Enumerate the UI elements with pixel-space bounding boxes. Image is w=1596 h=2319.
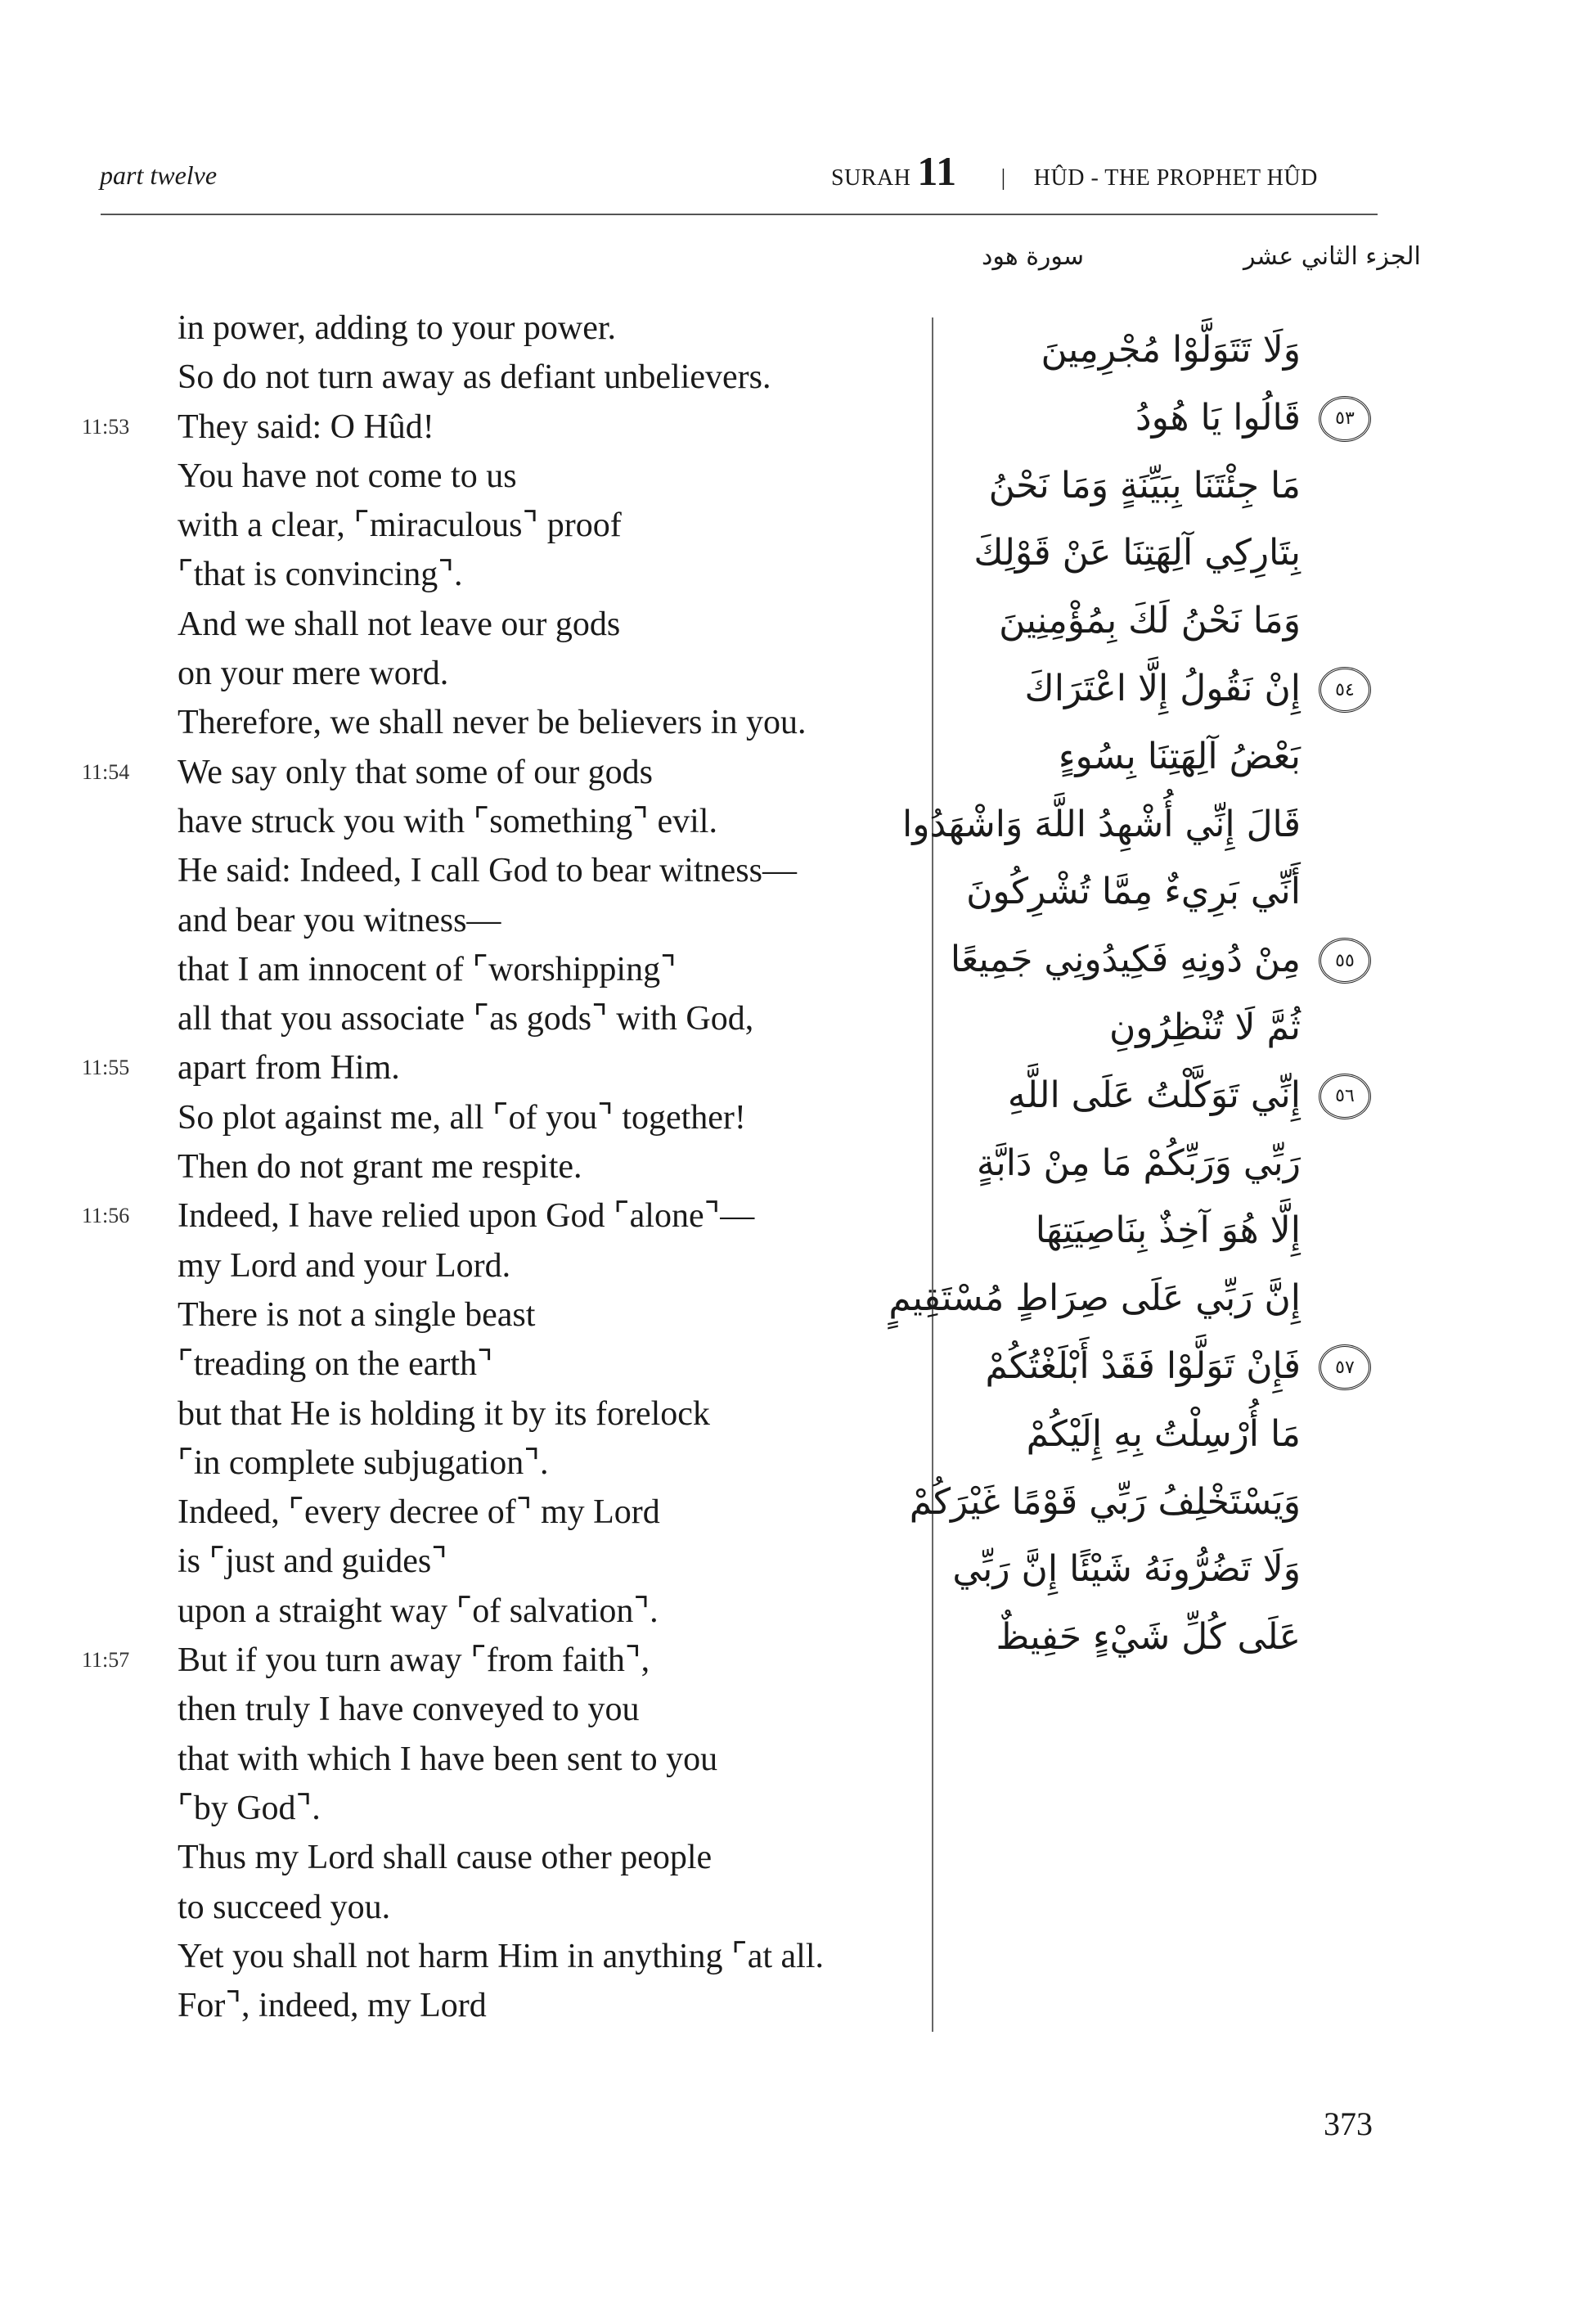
translation-text: But if you turn away ⌜from faith⌝, [178, 1641, 650, 1680]
translation-text: in power, adding to your power. [178, 309, 617, 347]
arabic-line: إِلَّا هُوَ آخِذٌ بِنَاصِيَتِهَا [1035, 1209, 1301, 1252]
translation-text: but that He is holding it by its forelock [178, 1394, 710, 1433]
verse-marker-medallion: ٥٤ [1319, 667, 1371, 713]
translation-text: and bear you witness— [178, 901, 501, 939]
translation-text: with a clear, ⌜miraculous⌝ proof [178, 507, 622, 545]
arabic-line: وَيَسْتَخْلِفُ رَبِّي قَوْمًا غَيْرَكُمْ [909, 1480, 1301, 1523]
arabic-line: وَمَا نَحْنُ لَكَ بِمُؤْمِنِينَ [999, 600, 1301, 642]
header-rule [101, 214, 1378, 215]
arabic-line: بَعْضُ آلِهَتِنَا بِسُوءٍ [1058, 735, 1301, 777]
translation-text: to succeed you. [178, 1888, 391, 1926]
arabic-line: عَلَى كُلِّ شَيْءٍ حَفِيظٌ [996, 1616, 1301, 1659]
arabic-juz-heading: الجزء الثاني عشر [1243, 242, 1421, 271]
translation-text: They said: O Hûd! [178, 408, 434, 446]
verse-marker-medallion: ٥٦ [1319, 1074, 1371, 1119]
translation-text: upon a straight way ⌜of salvation⌝. [178, 1592, 659, 1630]
verse-number: 11:57 [82, 1648, 130, 1673]
arabic-line: رَبِّي وَرَبِّكُمْ مَا مِنْ دَابَّةٍ [976, 1141, 1301, 1184]
arabic-line: أَنِّي بَرِيءٌ مِمَّا تُشْرِكُونَ [966, 871, 1301, 913]
verse-marker-medallion: ٥٣ [1319, 396, 1371, 442]
arabic-line: قَالَ إِنِّي أُشْهِدُ اللَّهَ وَاشْهَدُوا [902, 803, 1301, 845]
arabic-line: وَلَا تَضُرُّونَهُ شَيْئًا إِنَّ رَبِّي [952, 1548, 1301, 1591]
translation-text: my Lord and your Lord. [178, 1246, 511, 1285]
arabic-line: إِنَّ رَبِّي عَلَى صِرَاطٍ مُسْتَقِيمٍ [888, 1277, 1301, 1320]
translation-text: that with which I have been sent to you [178, 1740, 718, 1778]
arabic-line: قَالُوا يَا هُودُ [1135, 396, 1301, 439]
verse-number: 11:53 [82, 414, 130, 439]
translation-text: Yet you shall not harm Him in anything ⌜at all. [178, 1937, 825, 1975]
translation-text: Indeed, ⌜every decree of⌝ my Lord [178, 1493, 660, 1532]
arabic-line: مَا أُرْسِلْتُ بِهِ إِلَيْكُمْ [1026, 1412, 1301, 1455]
translation-text: then truly I have conveyed to you [178, 1691, 640, 1729]
verse-number: 11:56 [82, 1204, 130, 1228]
translation-text: apart from Him. [178, 1049, 400, 1087]
translation-text: Thus my Lord shall cause other people [178, 1839, 713, 1877]
column-divider [932, 317, 933, 2032]
arabic-line: إِنْ نَقُولُ إِلَّا اعْتَرَاكَ [1024, 667, 1301, 709]
translation-text: He said: Indeed, I call God to bear witness— [178, 852, 797, 890]
arabic-line: مِنْ دُونِهِ فَكِيدُونِي جَمِيعًا [950, 939, 1301, 981]
surah-label: SURAH [831, 165, 911, 191]
surah-title: HÛD - THE PROPHET HÛD [1033, 165, 1318, 191]
translation-text: So plot against me, all ⌜of you⌝ together! [178, 1098, 746, 1137]
translation-text: So do not turn away as defiant unbelievers. [178, 358, 771, 397]
translation-text: ⌜that is convincing⌝. [178, 556, 463, 594]
arabic-line: بِتَارِكِي آلِهَتِنَا عَنْ قَوْلِكَ [973, 532, 1301, 574]
arabic-surah-heading: سورة هود [982, 242, 1085, 271]
translation-text: There is not a single beast [178, 1295, 536, 1334]
arabic-text-column [888, 317, 1301, 1672]
translation-text: For⌝, indeed, my Lord [178, 1987, 487, 2025]
arabic-line: فَإِنْ تَوَلَّوْا فَقَدْ أَبْلَغْتُكُمْ [985, 1344, 1301, 1387]
arabic-line: مَا جِئْتَنَا بِبَيِّنَةٍ وَمَا نَحْنُ [988, 464, 1301, 507]
translation-text: ⌜by God⌝. [178, 1789, 321, 1827]
arabic-line: إِنِّي تَوَكَّلْتُ عَلَى اللَّهِ [1007, 1074, 1301, 1116]
translation-text: Indeed, I have relied upon God ⌜alone⌝— [178, 1197, 755, 1236]
arabic-line: وَلَا تَتَوَلَّوْا مُجْرِمِينَ [1041, 329, 1301, 371]
translation-text: ⌜treading on the earth⌝ [178, 1345, 493, 1384]
verse-marker-medallion: ٥٧ [1319, 1344, 1371, 1390]
verse-marker-medallion: ٥٥ [1319, 938, 1371, 984]
translation-text: Therefore, we shall never be believers in you. [178, 704, 807, 742]
translation-text: You have not come to us [178, 457, 517, 495]
translation-text: is ⌜just and guides⌝ [178, 1542, 447, 1581]
translation-text: on your mere word. [178, 655, 449, 693]
translation-text: ⌜in complete subjugation⌝. [178, 1443, 549, 1482]
verse-number: 11:54 [82, 759, 130, 784]
translation-text: Then do not grant me respite. [178, 1148, 582, 1187]
translation-text: have struck you with ⌜something⌝ evil. [178, 802, 717, 840]
running-head-part: part twelve [100, 160, 218, 190]
translation-text: And we shall not leave our gods [178, 605, 621, 643]
translation-text: that I am innocent of ⌜worshipping⌝ [178, 950, 677, 988]
verse-number: 11:55 [82, 1056, 130, 1080]
running-head-surah [831, 147, 1318, 195]
arabic-line: ثُمَّ لَا تُنْظِرُونِ [1108, 1006, 1301, 1048]
page-number: 373 [1324, 2105, 1373, 2142]
translation-text: We say only that some of our gods [178, 753, 654, 791]
header-separator: | [1000, 165, 1006, 191]
translation-text: all that you associate ⌜as gods⌝ with God, [178, 1000, 754, 1038]
surah-number: 11 [917, 148, 957, 194]
